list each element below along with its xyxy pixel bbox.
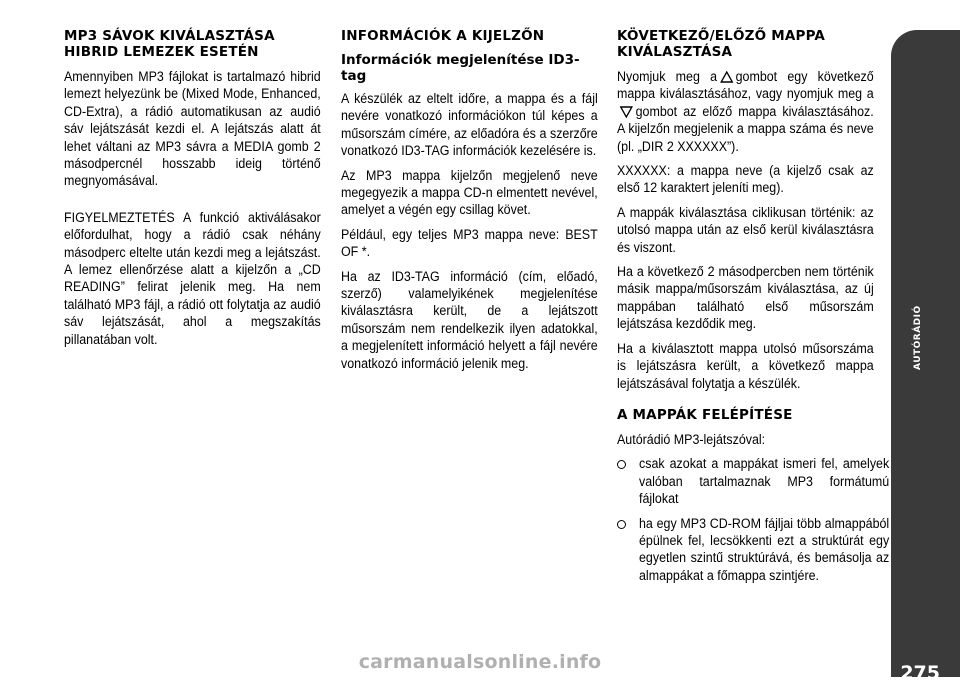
paragraph: Amennyiben MP3 fájlokat is tartalmazó hibrid lemezt helyezünk be (Mixed Mode, Enhanced, CD-Extra), a rádió automatikusan az audió sáv lejátszását kezdi el. A lejátszás alatt át lehet váltani az MP3 sávra a MEDIA gomb 2 másodpercnél hosszabb ideig történő megnyomásával.	[64, 69, 321, 189]
paragraph: Ha a következő 2 másodpercben nem történik másik mappa/műsorszám kiválasztása, az új mappában található első műsorszám lejátszása kezdődik meg.	[617, 264, 874, 332]
text-segment: gombot az előző mappa kiválasztásához. A kijelzőn megjelenik a mappa száma és neve (pl. „DIR 2 XXXXXX”).	[617, 103, 874, 154]
paragraph: A mappák kiválasztása ciklikusan történik: az utolsó mappa után az első kerül kiválasztásra és viszont.	[617, 204, 874, 255]
paragraph: Autórádió MP3-lejátszóval:	[617, 431, 766, 447]
text-segment: gombot egy következő mappa kiválasztásához, vagy nyomjuk meg a	[617, 69, 874, 102]
section-heading-folder-select: KÖVETKEZŐ/ELŐZŐ MAPPA KIVÁLASZTÁSA	[617, 28, 826, 60]
paragraph: A készülék az eltelt időre, a mappa és a fájl nevére vonatkozó információkon túl képes a műsorszám címére, az előadóra és a szerzőre vonatkozó ID3-TAG információk kezelésére is.	[341, 91, 598, 159]
column-left	[64, 28, 322, 355]
paragraph-folder-buttons	[617, 68, 874, 155]
paragraph: Például, egy teljes MP3 mappa neve: BEST OF *.	[341, 226, 598, 260]
paragraph: XXXXXX: a mappa neve (a kijelző csak az első 12 karaktert jeleníti meg).	[617, 163, 874, 196]
column-middle	[341, 28, 599, 379]
bullet-item	[617, 455, 890, 507]
warning-paragraph: FIGYELMEZTETÉS A funkció aktiválásakor előfordulhat, hogy a rádió csak néhány másodperc eltelte után kezdi meg a lejátszást. A lemez ellenőrzése alatt a kijelzőn a „CD READING” felirat jelenik meg. Ha nem található MP3 fájl, a rádió ott folytatja az audió sáv lejátszását, ahol a megszakítás pillanatában volt.	[64, 209, 321, 347]
paragraph: Ha a kiválasztott mappa utolsó műsorszáma is lejátszásra került, a következő mappa lejátszásával folytatja a készülék.	[617, 340, 874, 391]
bullet-text: csak azokat a mappákat ismeri fel, amelyek valóban tartalmaznak MP3 formátumú fájlokat	[639, 456, 890, 507]
paragraph: Ha az ID3-TAG információ (cím, előadó, szerző) valamelyikének megjelenítése kiválasztásra került, de a lejátszott műsorszám nem rendelkezik ilyen adatokkal, a megjelenített információ helyett a fájl nevére vonatkozó információ jelenik meg.	[341, 268, 598, 371]
bullet-text: ha egy MP3 CD-ROM fájljai több almappából épülnek fel, lecsökkenti ezt a struktúrát egy egyetlen szintű struktúrává, és bemásolja az almappákat a főmappa szintjére.	[639, 515, 890, 583]
subheading-id3: Információk megjelenítése ID3-tag	[341, 52, 580, 84]
section-heading-display: INFORMÁCIÓK A KIJELZŐN	[341, 28, 545, 44]
section-side-tab	[891, 30, 960, 684]
section-heading-hybrid: MP3 SÁVOK KIVÁLASZTÁSA HIBRID LEMEZEK ESETÉN	[64, 28, 275, 60]
watermark: carmanualsonline.info	[358, 651, 602, 673]
text-segment: Nyomjuk meg a	[617, 69, 718, 84]
side-tab-label: AUTÓRÁDIÓ	[913, 305, 923, 370]
circle-bullet-icon	[617, 520, 626, 529]
bullet-item	[617, 515, 890, 585]
section-heading-folder-structure: A MAPPÁK FELÉPÍTÉSE	[617, 406, 793, 423]
triangle-up-icon	[720, 71, 733, 83]
column-right	[617, 28, 890, 591]
circle-bullet-icon	[617, 460, 626, 469]
page-number: 275	[900, 662, 940, 684]
triangle-down-icon	[620, 106, 633, 118]
paragraph: Az MP3 mappa kijelzőn megjelenő neve megegyezik a mappa CD-n elmentett nevével, amelyet a végén egy csillag követ.	[341, 167, 598, 218]
